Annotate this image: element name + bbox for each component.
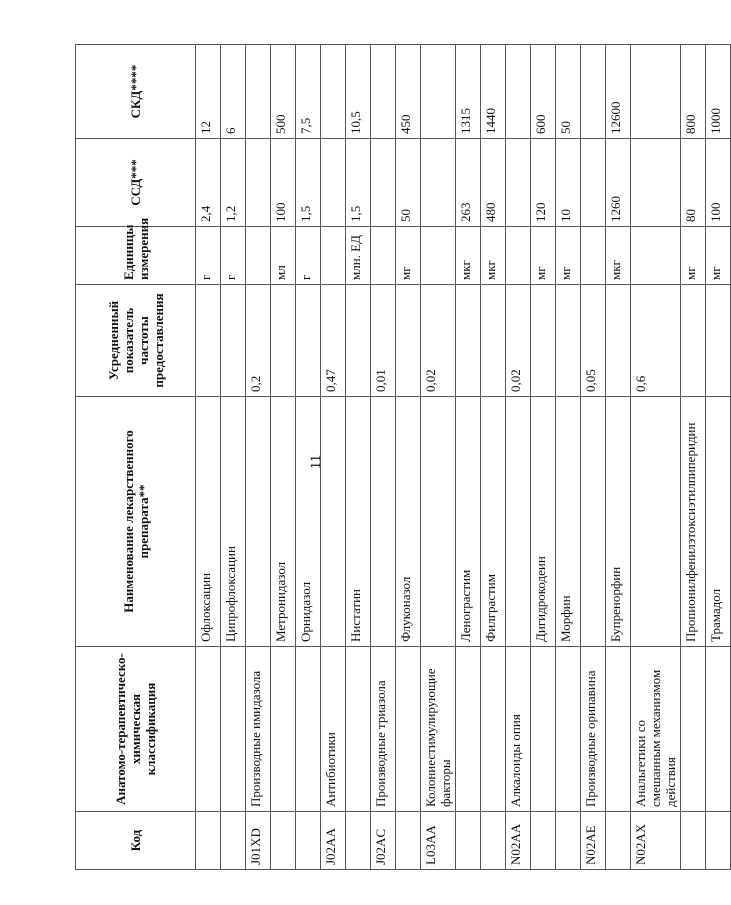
cell-atc [271, 647, 296, 812]
cell-unit: г [221, 227, 246, 285]
cell-code [221, 812, 246, 870]
header-atc: Анатомо-терапевтическо-химическая классификация [76, 647, 196, 812]
cell-freq [456, 285, 481, 397]
cell-drug [321, 397, 346, 647]
cell-unit [421, 227, 456, 285]
cell-ssd: 120 [531, 139, 556, 227]
table-row [321, 45, 346, 870]
cell-atc [706, 647, 731, 812]
cell-unit [246, 227, 271, 285]
cell-unit: мг [706, 227, 731, 285]
table-row [456, 45, 481, 870]
cell-code [706, 812, 731, 870]
cell-atc [196, 647, 221, 812]
cell-ssd: 1,5 [296, 139, 321, 227]
cell-freq: 0,01 [371, 285, 396, 397]
cell-unit: мл [271, 227, 296, 285]
cell-freq [271, 285, 296, 397]
table-body [196, 45, 731, 870]
cell-ssd: 100 [706, 139, 731, 227]
cell-skd: 450 [396, 45, 421, 139]
cell-ssd: 263 [456, 139, 481, 227]
cell-drug: Метронидазол [271, 397, 296, 647]
cell-code [681, 812, 706, 870]
cell-freq [196, 285, 221, 397]
table-row [271, 45, 296, 870]
cell-code: N02AX [631, 812, 681, 870]
cell-code [456, 812, 481, 870]
cell-atc [456, 647, 481, 812]
cell-freq: 0,02 [421, 285, 456, 397]
table-row [396, 45, 421, 870]
cell-ssd: 2,4 [196, 139, 221, 227]
cell-code: N02AE [581, 812, 606, 870]
cell-code [271, 812, 296, 870]
cell-skd: 6 [221, 45, 246, 139]
table-row [346, 45, 371, 870]
cell-skd: 50 [556, 45, 581, 139]
cell-atc [396, 647, 421, 812]
cell-drug: Офлоксацин [196, 397, 221, 647]
cell-unit: мкг [456, 227, 481, 285]
table-row [631, 45, 681, 870]
cell-drug: Дигидрокодеин [531, 397, 556, 647]
cell-atc: Колониестимулирующие факторы [421, 647, 456, 812]
cell-freq [531, 285, 556, 397]
cell-code: L03AA [421, 812, 456, 870]
cell-drug: Ципрофлоксацин [221, 397, 246, 647]
cell-ssd: 100 [271, 139, 296, 227]
cell-ssd [321, 139, 346, 227]
cell-ssd [631, 139, 681, 227]
header-freq: Усредненный показатель частоты предоставления [76, 285, 196, 397]
cell-freq [396, 285, 421, 397]
cell-freq: 0,02 [506, 285, 531, 397]
cell-atc [346, 647, 371, 812]
cell-code: N02AA [506, 812, 531, 870]
cell-ssd [581, 139, 606, 227]
table-row [581, 45, 606, 870]
cell-freq: 0,2 [246, 285, 271, 397]
cell-atc: Производные имидазола [246, 647, 271, 812]
cell-code: J01XD [246, 812, 271, 870]
cell-unit [631, 227, 681, 285]
cell-atc: Производные триазола [371, 647, 396, 812]
cell-code [346, 812, 371, 870]
cell-atc [556, 647, 581, 812]
cell-atc [531, 647, 556, 812]
cell-atc: Антибиотики [321, 647, 346, 812]
cell-unit: мкг [606, 227, 631, 285]
cell-unit: г [296, 227, 321, 285]
cell-atc: Анальгетики со смешанным механизмом действия [631, 647, 681, 812]
cell-unit [321, 227, 346, 285]
cell-code [606, 812, 631, 870]
cell-skd [421, 45, 456, 139]
cell-drug [506, 397, 531, 647]
cell-ssd: 1,5 [346, 139, 371, 227]
cell-code [531, 812, 556, 870]
cell-freq [346, 285, 371, 397]
cell-atc [606, 647, 631, 812]
cell-freq [481, 285, 506, 397]
cell-atc [681, 647, 706, 812]
cell-skd [506, 45, 531, 139]
cell-drug: Орнидазол [296, 397, 321, 647]
table-row [371, 45, 396, 870]
cell-freq: 0,47 [321, 285, 346, 397]
cell-unit [506, 227, 531, 285]
table-row [681, 45, 706, 870]
cell-freq [296, 285, 321, 397]
cell-skd: 1440 [481, 45, 506, 139]
table-row [481, 45, 506, 870]
header-unit: Единицы измерения [76, 227, 196, 285]
cell-freq: 0,05 [581, 285, 606, 397]
cell-skd [371, 45, 396, 139]
table-row [506, 45, 531, 870]
cell-drug [631, 397, 681, 647]
cell-ssd [371, 139, 396, 227]
cell-skd: 1315 [456, 45, 481, 139]
cell-code: J02AC [371, 812, 396, 870]
cell-unit [371, 227, 396, 285]
page-number: 11 [308, 454, 324, 470]
cell-freq [606, 285, 631, 397]
cell-drug [371, 397, 396, 647]
cell-skd: 1000 [706, 45, 731, 139]
header-skd: СКД**** [76, 45, 196, 139]
table-row [556, 45, 581, 870]
cell-drug: Филграстим [481, 397, 506, 647]
header-code: Код [76, 812, 196, 870]
cell-skd [321, 45, 346, 139]
cell-freq: 0,6 [631, 285, 681, 397]
cell-code [556, 812, 581, 870]
table-row [221, 45, 246, 870]
cell-atc [221, 647, 246, 812]
cell-drug [581, 397, 606, 647]
cell-ssd: 50 [396, 139, 421, 227]
cell-unit: млн. ЕД [346, 227, 371, 285]
cell-unit: мг [681, 227, 706, 285]
cell-code: J02AA [321, 812, 346, 870]
cell-drug: Нистатин [346, 397, 371, 647]
cell-ssd [421, 139, 456, 227]
cell-freq [221, 285, 246, 397]
cell-unit: г [196, 227, 221, 285]
cell-unit: мг [531, 227, 556, 285]
cell-drug: Морфин [556, 397, 581, 647]
cell-skd [581, 45, 606, 139]
cell-atc: Производные орипавина [581, 647, 606, 812]
cell-unit: мг [396, 227, 421, 285]
cell-skd: 800 [681, 45, 706, 139]
table-row [706, 45, 731, 870]
document-table-rotated [75, 45, 723, 870]
table-header-row [76, 45, 196, 870]
cell-atc [296, 647, 321, 812]
cell-drug: Флуконазол [396, 397, 421, 647]
cell-drug: Пропионилфенилэтоксиэтилпиперидин [681, 397, 706, 647]
cell-skd: 7,5 [296, 45, 321, 139]
cell-unit: мг [556, 227, 581, 285]
table-row [531, 45, 556, 870]
cell-drug [246, 397, 271, 647]
cell-skd: 10,5 [346, 45, 371, 139]
cell-code [481, 812, 506, 870]
cell-freq [681, 285, 706, 397]
cell-ssd: 1260 [606, 139, 631, 227]
cell-skd [631, 45, 681, 139]
cell-code [396, 812, 421, 870]
cell-skd: 600 [531, 45, 556, 139]
cell-atc [481, 647, 506, 812]
cell-drug: Трамадол [706, 397, 731, 647]
cell-drug: Ленограстим [456, 397, 481, 647]
drug-table [75, 44, 731, 870]
cell-skd: 12 [196, 45, 221, 139]
cell-ssd: 480 [481, 139, 506, 227]
table-row [246, 45, 271, 870]
cell-ssd [506, 139, 531, 227]
cell-drug [421, 397, 456, 647]
cell-skd [246, 45, 271, 139]
cell-code [296, 812, 321, 870]
cell-freq [556, 285, 581, 397]
cell-skd: 12600 [606, 45, 631, 139]
cell-ssd: 1,2 [221, 139, 246, 227]
header-ssd: ССД*** [76, 139, 196, 227]
cell-ssd: 10 [556, 139, 581, 227]
header-drug: Наименование лекарственного препарата** [76, 397, 196, 647]
cell-skd: 500 [271, 45, 296, 139]
cell-ssd [246, 139, 271, 227]
table-row [606, 45, 631, 870]
table-row [296, 45, 321, 870]
cell-ssd: 80 [681, 139, 706, 227]
cell-freq [706, 285, 731, 397]
cell-unit [581, 227, 606, 285]
cell-code [196, 812, 221, 870]
cell-unit: мкг [481, 227, 506, 285]
cell-drug: Бупренорфин [606, 397, 631, 647]
table-row [421, 45, 456, 870]
table-row [196, 45, 221, 870]
cell-atc: Алкалоиды опия [506, 647, 531, 812]
